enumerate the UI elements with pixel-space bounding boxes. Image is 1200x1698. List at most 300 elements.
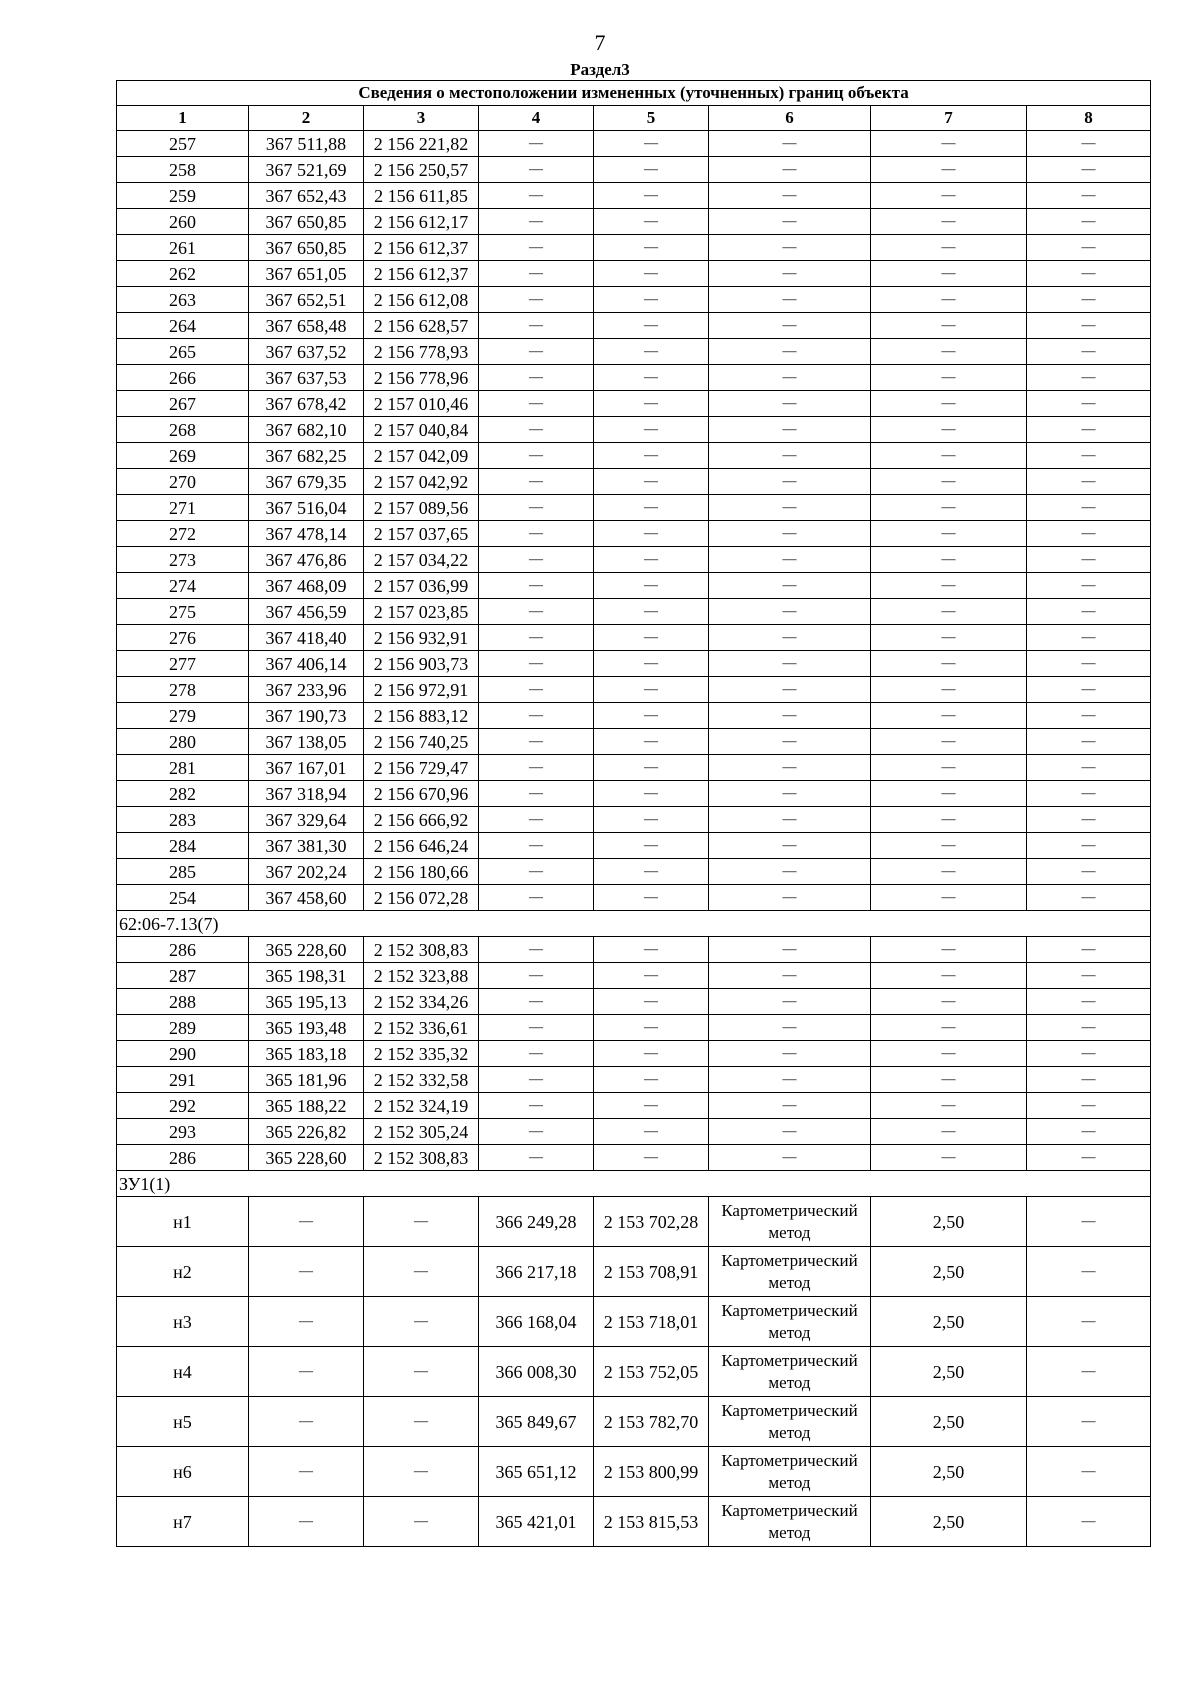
table-cell: 367 478,14 xyxy=(249,521,364,547)
table-cell: 2 156 628,57 xyxy=(364,313,479,339)
table-cell: — xyxy=(479,833,594,859)
table-title: Сведения о местоположении измененных (уточненных) границ объекта xyxy=(117,81,1151,106)
table-cell: — xyxy=(479,573,594,599)
table-row xyxy=(117,1041,1151,1067)
table-row xyxy=(117,573,1151,599)
table-cell: 367 679,35 xyxy=(249,469,364,495)
table-cell: — xyxy=(871,209,1027,235)
table-cell: — xyxy=(1027,183,1151,209)
table-cell: 367 650,85 xyxy=(249,235,364,261)
table-cell: 2,50 xyxy=(871,1497,1027,1547)
table-row xyxy=(117,937,1151,963)
table-cell: 2 156 221,82 xyxy=(364,131,479,157)
table-cell: — xyxy=(871,989,1027,1015)
table-cell: — xyxy=(871,521,1027,547)
table-cell: — xyxy=(1027,495,1151,521)
table-cell: 367 233,96 xyxy=(249,677,364,703)
table-cell: — xyxy=(249,1497,364,1547)
table-cell: 268 xyxy=(117,417,249,443)
table-cell: 365 228,60 xyxy=(249,1145,364,1171)
table-cell: 367 138,05 xyxy=(249,729,364,755)
table-row xyxy=(117,1447,1151,1497)
table-cell: — xyxy=(479,235,594,261)
table-cell: — xyxy=(594,1067,709,1093)
table-row xyxy=(117,157,1151,183)
table-cell: 290 xyxy=(117,1041,249,1067)
table-cell: н1 xyxy=(117,1197,249,1247)
table-cell: 2 156 778,96 xyxy=(364,365,479,391)
table-cell: 367 658,48 xyxy=(249,313,364,339)
table-cell: 2 157 089,56 xyxy=(364,495,479,521)
table-row xyxy=(117,1497,1151,1547)
table-row xyxy=(117,781,1151,807)
table-cell: — xyxy=(249,1197,364,1247)
table-cell: 2,50 xyxy=(871,1197,1027,1247)
table-cell: Картометрический метод xyxy=(709,1347,871,1397)
table-cell: — xyxy=(871,1145,1027,1171)
table-cell: 291 xyxy=(117,1067,249,1093)
table-cell: — xyxy=(709,677,871,703)
table-cell: — xyxy=(1027,1347,1151,1397)
table-cell: 2,50 xyxy=(871,1397,1027,1447)
table-cell: н7 xyxy=(117,1497,249,1547)
table-cell: 267 xyxy=(117,391,249,417)
table-cell: — xyxy=(1027,1093,1151,1119)
table-cell: — xyxy=(594,157,709,183)
table-cell: — xyxy=(1027,1067,1151,1093)
table-cell: — xyxy=(709,417,871,443)
table-cell: 367 456,59 xyxy=(249,599,364,625)
table-cell: — xyxy=(1027,287,1151,313)
table-cell: — xyxy=(709,235,871,261)
table-cell: 367 637,53 xyxy=(249,365,364,391)
table-cell: 367 516,04 xyxy=(249,495,364,521)
table-cell: 284 xyxy=(117,833,249,859)
table-row xyxy=(117,859,1151,885)
table-cell: — xyxy=(871,339,1027,365)
table-cell: 260 xyxy=(117,209,249,235)
table-cell: — xyxy=(594,1119,709,1145)
table-cell: — xyxy=(871,599,1027,625)
table-cell: — xyxy=(479,1041,594,1067)
table-cell: — xyxy=(871,807,1027,833)
table-row xyxy=(117,677,1151,703)
table-cell: 265 xyxy=(117,339,249,365)
table-cell: 2 157 037,65 xyxy=(364,521,479,547)
table-cell: 2,50 xyxy=(871,1447,1027,1497)
table-cell: 2 152 305,24 xyxy=(364,1119,479,1145)
table-cell: 2 153 702,28 xyxy=(594,1197,709,1247)
table-cell: — xyxy=(709,859,871,885)
table-cell: — xyxy=(479,339,594,365)
table-cell: — xyxy=(871,755,1027,781)
table-cell: 2 156 729,47 xyxy=(364,755,479,781)
table-cell: — xyxy=(479,131,594,157)
table-row xyxy=(117,1197,1151,1247)
table-cell: 272 xyxy=(117,521,249,547)
table-cell: — xyxy=(364,1197,479,1247)
table-cell: — xyxy=(1027,677,1151,703)
table-cell: 2 153 718,01 xyxy=(594,1297,709,1347)
table-cell: 367 521,69 xyxy=(249,157,364,183)
table-cell: 366 008,30 xyxy=(479,1347,594,1397)
table-cell: — xyxy=(1027,755,1151,781)
table-cell: — xyxy=(1027,1447,1151,1497)
table-cell: — xyxy=(709,547,871,573)
table-cell: 2 156 612,08 xyxy=(364,287,479,313)
table-cell: — xyxy=(709,391,871,417)
table-cell: — xyxy=(594,703,709,729)
table-cell: — xyxy=(871,235,1027,261)
table-cell: 2 153 815,53 xyxy=(594,1497,709,1547)
table-cell: 271 xyxy=(117,495,249,521)
table-cell: 365 183,18 xyxy=(249,1041,364,1067)
table-cell: — xyxy=(709,443,871,469)
table-cell: 2 156 972,91 xyxy=(364,677,479,703)
table-cell: 2 156 611,85 xyxy=(364,183,479,209)
table-cell: 367 458,60 xyxy=(249,885,364,911)
table-cell: 2 156 612,17 xyxy=(364,209,479,235)
table-cell: — xyxy=(479,651,594,677)
table-cell: — xyxy=(479,443,594,469)
table-cell: — xyxy=(1027,391,1151,417)
table-cell: — xyxy=(1027,937,1151,963)
section-label: Раздел3 xyxy=(570,60,630,79)
table-cell: — xyxy=(479,729,594,755)
table-cell: — xyxy=(594,885,709,911)
table-cell: — xyxy=(1027,625,1151,651)
table-cell: — xyxy=(709,651,871,677)
table-cell: — xyxy=(594,599,709,625)
table-row xyxy=(117,131,1151,157)
table-cell: — xyxy=(709,573,871,599)
table-cell: Картометрический метод xyxy=(709,1397,871,1447)
table-cell: — xyxy=(871,1119,1027,1145)
table-cell: — xyxy=(709,703,871,729)
table-cell: — xyxy=(479,1145,594,1171)
table-cell: — xyxy=(1027,781,1151,807)
table-cell: — xyxy=(479,937,594,963)
table-row xyxy=(117,235,1151,261)
table-cell: 2 152 308,83 xyxy=(364,1145,479,1171)
table-cell: 258 xyxy=(117,157,249,183)
table-row xyxy=(117,1067,1151,1093)
table-cell: 286 xyxy=(117,1145,249,1171)
table-cell: 367 650,85 xyxy=(249,209,364,235)
table-cell: 2,50 xyxy=(871,1247,1027,1297)
table-cell: 367 652,43 xyxy=(249,183,364,209)
table-cell: — xyxy=(871,651,1027,677)
table-cell: 293 xyxy=(117,1119,249,1145)
table-cell: — xyxy=(871,313,1027,339)
table-cell: — xyxy=(479,209,594,235)
table-row xyxy=(117,443,1151,469)
table-cell: — xyxy=(364,1497,479,1547)
table-cell: — xyxy=(594,547,709,573)
table-cell: 2 156 903,73 xyxy=(364,651,479,677)
table-row xyxy=(117,1397,1151,1447)
table-cell: 367 651,05 xyxy=(249,261,364,287)
table-cell: 2 157 040,84 xyxy=(364,417,479,443)
table-cell: 286 xyxy=(117,937,249,963)
table-cell: — xyxy=(871,963,1027,989)
table-cell: 367 468,09 xyxy=(249,573,364,599)
table-cell: — xyxy=(479,625,594,651)
table-cell: — xyxy=(709,521,871,547)
table-cell: — xyxy=(1027,573,1151,599)
table-row xyxy=(117,1093,1151,1119)
table-cell: — xyxy=(249,1247,364,1297)
table-cell: 2 156 666,92 xyxy=(364,807,479,833)
table-cell: — xyxy=(1027,313,1151,339)
table-cell: 367 637,52 xyxy=(249,339,364,365)
table-cell: — xyxy=(594,1093,709,1119)
table-cell: 257 xyxy=(117,131,249,157)
table-cell: 273 xyxy=(117,547,249,573)
table-cell: — xyxy=(871,859,1027,885)
table-cell: — xyxy=(249,1397,364,1447)
table-cell: — xyxy=(594,495,709,521)
table-cell: 2 157 023,85 xyxy=(364,599,479,625)
table-cell: — xyxy=(1027,989,1151,1015)
table-cell: — xyxy=(709,599,871,625)
table-cell: — xyxy=(479,1015,594,1041)
table-cell: 2 157 042,92 xyxy=(364,469,479,495)
table-cell: — xyxy=(709,339,871,365)
table-cell: 365 421,01 xyxy=(479,1497,594,1547)
table-cell: — xyxy=(709,625,871,651)
table-cell: 367 406,14 xyxy=(249,651,364,677)
table-cell: — xyxy=(479,313,594,339)
table-cell: — xyxy=(594,287,709,313)
table-cell: 2 156 250,57 xyxy=(364,157,479,183)
table-row xyxy=(117,1247,1151,1297)
table-cell: 263 xyxy=(117,287,249,313)
table-cell: — xyxy=(479,1067,594,1093)
table-cell: — xyxy=(871,443,1027,469)
table-cell: — xyxy=(1027,261,1151,287)
column-header: 2 xyxy=(249,106,364,131)
table-cell: — xyxy=(479,261,594,287)
table-cell: 367 682,25 xyxy=(249,443,364,469)
table-cell: — xyxy=(594,391,709,417)
table-cell: 367 318,94 xyxy=(249,781,364,807)
table-cell: — xyxy=(871,1093,1027,1119)
table-cell: — xyxy=(479,521,594,547)
table-cell: — xyxy=(364,1447,479,1497)
table-cell: 365 198,31 xyxy=(249,963,364,989)
table-cell: — xyxy=(709,469,871,495)
table-row xyxy=(117,1119,1151,1145)
table-cell: 292 xyxy=(117,1093,249,1119)
column-header: 4 xyxy=(479,106,594,131)
table-cell: 2 152 324,19 xyxy=(364,1093,479,1119)
table-cell: 367 202,24 xyxy=(249,859,364,885)
table-cell: 2 152 323,88 xyxy=(364,963,479,989)
table-cell: 288 xyxy=(117,989,249,1015)
table-row xyxy=(117,261,1151,287)
table-cell: — xyxy=(709,963,871,989)
group-label: ЗУ1(1) xyxy=(117,1171,1151,1197)
table-cell: — xyxy=(594,755,709,781)
table-cell: — xyxy=(479,677,594,703)
table-cell: — xyxy=(709,781,871,807)
table-row xyxy=(117,287,1151,313)
column-header: 6 xyxy=(709,106,871,131)
table-row xyxy=(117,963,1151,989)
table-cell: — xyxy=(479,1119,594,1145)
table-cell: — xyxy=(1027,885,1151,911)
table-cell: 367 167,01 xyxy=(249,755,364,781)
table-cell: — xyxy=(871,157,1027,183)
table-cell: — xyxy=(479,547,594,573)
table-cell: — xyxy=(1027,1015,1151,1041)
table-cell: 2 156 612,37 xyxy=(364,261,479,287)
table-cell: — xyxy=(479,1093,594,1119)
table-cell: — xyxy=(709,833,871,859)
table-cell: — xyxy=(709,1067,871,1093)
table-cell: 2 157 042,09 xyxy=(364,443,479,469)
table-cell: Картометрический метод xyxy=(709,1497,871,1547)
table-cell: — xyxy=(479,391,594,417)
table-cell: 269 xyxy=(117,443,249,469)
table-cell: 270 xyxy=(117,469,249,495)
table-cell: н6 xyxy=(117,1447,249,1497)
table-cell: Картометрический метод xyxy=(709,1297,871,1347)
table-cell: — xyxy=(479,859,594,885)
table-cell: — xyxy=(479,417,594,443)
table-cell: — xyxy=(364,1347,479,1397)
table-cell: — xyxy=(871,469,1027,495)
table-cell: — xyxy=(871,131,1027,157)
table-cell: 2 152 332,58 xyxy=(364,1067,479,1093)
table-cell: — xyxy=(594,261,709,287)
table-cell: н4 xyxy=(117,1347,249,1397)
table-cell: — xyxy=(1027,1397,1151,1447)
table-cell: — xyxy=(1027,157,1151,183)
table-row xyxy=(117,651,1151,677)
table-row xyxy=(117,365,1151,391)
table-cell: 259 xyxy=(117,183,249,209)
table-cell: — xyxy=(871,183,1027,209)
table-cell: — xyxy=(594,209,709,235)
table-cell: 2 156 670,96 xyxy=(364,781,479,807)
coordinates-table xyxy=(116,80,1151,1547)
table-cell: — xyxy=(1027,859,1151,885)
table-cell: — xyxy=(709,989,871,1015)
table-row xyxy=(117,469,1151,495)
table-cell: — xyxy=(249,1297,364,1347)
table-cell: — xyxy=(1027,729,1151,755)
table-cell: — xyxy=(709,937,871,963)
column-header: 7 xyxy=(871,106,1027,131)
table-cell: — xyxy=(1027,599,1151,625)
table-cell: 2 156 072,28 xyxy=(364,885,479,911)
table-cell: 2 156 646,24 xyxy=(364,833,479,859)
table-cell: — xyxy=(709,209,871,235)
table-cell: 2 157 036,99 xyxy=(364,573,479,599)
table-cell: — xyxy=(871,417,1027,443)
table-cell: — xyxy=(871,625,1027,651)
table-cell: — xyxy=(594,1145,709,1171)
table-cell: — xyxy=(594,989,709,1015)
table-cell: — xyxy=(594,1041,709,1067)
table-cell: — xyxy=(871,1015,1027,1041)
table-cell: н2 xyxy=(117,1247,249,1297)
table-row xyxy=(117,729,1151,755)
table-row xyxy=(117,989,1151,1015)
table-cell: 2 157 034,22 xyxy=(364,547,479,573)
table-cell: — xyxy=(1027,1197,1151,1247)
table-cell: — xyxy=(479,963,594,989)
table-cell: 367 381,30 xyxy=(249,833,364,859)
table-cell: 275 xyxy=(117,599,249,625)
table-cell: Картометрический метод xyxy=(709,1197,871,1247)
table-cell: — xyxy=(594,365,709,391)
table-cell: — xyxy=(479,287,594,313)
table-cell: 281 xyxy=(117,755,249,781)
table-cell: — xyxy=(1027,807,1151,833)
table-cell: 367 652,51 xyxy=(249,287,364,313)
table-cell: — xyxy=(709,183,871,209)
table-cell: — xyxy=(709,1145,871,1171)
table-cell: — xyxy=(594,573,709,599)
table-cell: 261 xyxy=(117,235,249,261)
table-cell: — xyxy=(871,937,1027,963)
table-cell: — xyxy=(594,677,709,703)
table-row xyxy=(117,833,1151,859)
table-cell: 274 xyxy=(117,573,249,599)
table-cell: — xyxy=(594,1015,709,1041)
table-cell: 367 476,86 xyxy=(249,547,364,573)
table-row xyxy=(117,703,1151,729)
table-cell: 367 682,10 xyxy=(249,417,364,443)
table-row xyxy=(117,495,1151,521)
table-cell: — xyxy=(1027,1297,1151,1347)
table-cell: 278 xyxy=(117,677,249,703)
table-cell: 367 190,73 xyxy=(249,703,364,729)
table-cell: — xyxy=(871,781,1027,807)
table-cell: — xyxy=(709,1015,871,1041)
table-row xyxy=(117,1297,1151,1347)
table-cell: — xyxy=(594,859,709,885)
table-row xyxy=(117,339,1151,365)
table-row xyxy=(117,599,1151,625)
table-cell: — xyxy=(871,833,1027,859)
table-cell: — xyxy=(709,729,871,755)
table-cell: 365 193,48 xyxy=(249,1015,364,1041)
table-cell: — xyxy=(594,937,709,963)
table-cell: — xyxy=(364,1247,479,1297)
table-cell: — xyxy=(1027,417,1151,443)
table-cell: — xyxy=(709,313,871,339)
table-cell: 2 153 752,05 xyxy=(594,1347,709,1397)
table-cell: 2 153 800,99 xyxy=(594,1447,709,1497)
table-cell: 365 195,13 xyxy=(249,989,364,1015)
table-cell: — xyxy=(709,287,871,313)
table-cell: — xyxy=(364,1297,479,1347)
table-cell: 365 228,60 xyxy=(249,937,364,963)
table-cell: 266 xyxy=(117,365,249,391)
table-cell: — xyxy=(1027,1119,1151,1145)
table-row xyxy=(117,391,1151,417)
table-row xyxy=(117,521,1151,547)
table-cell: — xyxy=(871,261,1027,287)
table-cell: — xyxy=(594,183,709,209)
table-cell: 2 153 708,91 xyxy=(594,1247,709,1297)
table-cell: — xyxy=(1027,833,1151,859)
table-cell: 2 152 334,26 xyxy=(364,989,479,1015)
